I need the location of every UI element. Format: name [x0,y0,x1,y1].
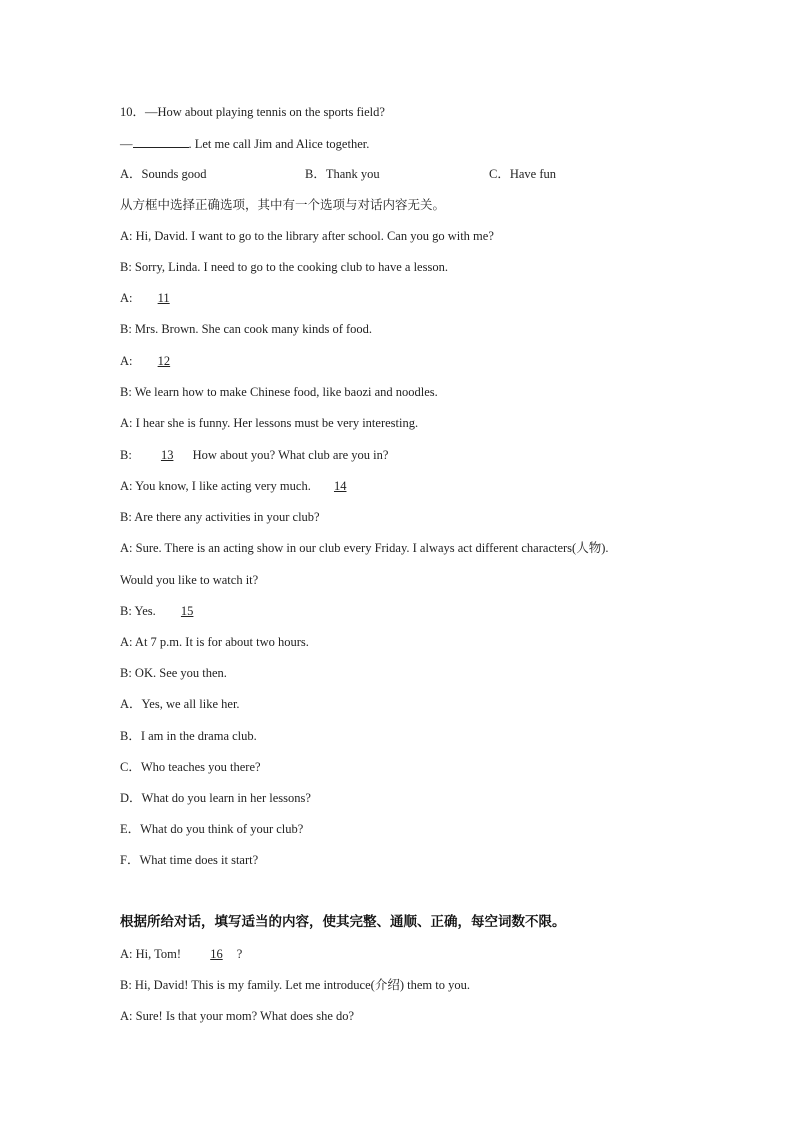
dialog-text: B: Yes. [120,604,156,618]
dialog-line: B: Sorry, Linda. I need to go to the cooking club to have a lesson. [120,260,448,274]
q10-option-c: C．Have fun [489,167,556,181]
dialog-line: A: I hear she is funny. Her lessons must be very interesting. [120,416,419,430]
q10-question: 10．—How about playing tennis on the sports field? [120,105,385,119]
blank-12[interactable]: 12 [157,354,171,368]
q10-reply-prefix: — [120,137,133,151]
choice-b: B．I am in the drama club. [120,729,257,743]
dialog-text: A: Hi, Tom! [120,947,182,961]
dialog-text: ? [236,947,243,961]
q10-answer-blank[interactable] [133,135,189,148]
dialog-line: Would you like to watch it? [120,573,259,587]
blank-16[interactable]: 16 [210,947,223,961]
dialog-line: B: Mrs. Brown. She can cook many kinds of food. [120,322,373,336]
speaker-label: A: [120,291,133,305]
dialog-line-blank-12 [120,353,182,369]
blank-15[interactable]: 15 [180,604,194,618]
speaker-label: A: [120,354,133,368]
dialog-text: A: You know, I like acting very much. [120,479,311,493]
choice-e: E．What do you think of your club? [120,822,304,836]
choice-a: A．Yes, we all like her. [120,697,240,711]
dialog-line: A: Hi, David. I want to go to the library after school. Can you go with me? [120,229,494,243]
blank-13[interactable]: 13 [160,448,174,462]
dialog-line: B: Are there any activities in your club? [120,510,320,524]
dialog-line: A: Sure. There is an acting show in our club every Friday. I always act different characters(人物). [120,541,609,555]
dialog-line: A: At 7 p.m. It is for about two hours. [120,635,309,649]
q10-option-a: A．Sounds good [120,167,207,181]
q10-reply [120,135,369,152]
section3-instruction: 根据所给对话，填写适当的内容，使其完整、通顺、正确，每空词数不限。 [120,914,566,930]
dialog-line: A: Sure! Is that your mom? What does she do? [120,1009,355,1023]
dialog-text: How about you? What club are you in? [192,448,389,462]
dialog-line-blank-14 [120,478,358,494]
blank-14[interactable]: 14 [333,479,347,493]
choice-f: F．What time does it start? [120,853,259,867]
dialog-line-blank-13 [120,447,388,463]
speaker-label: B: [120,448,132,462]
q10-reply-suffix: . Let me call Jim and Alice together. [188,137,370,151]
q10-option-b: B．Thank you [305,167,380,181]
dialog-line: B: OK. See you then. [120,666,227,680]
choice-d: D．What do you learn in her lessons? [120,791,311,805]
choice-c: C．Who teaches you there? [120,760,261,774]
dialog-line: B: Hi, David! This is my family. Let me introduce(介绍) them to you. [120,978,470,992]
dialog-line-blank-16 [120,946,242,962]
dialog-line: B: We learn how to make Chinese food, like baozi and noodles. [120,385,438,399]
blank-11[interactable]: 11 [157,291,170,305]
dialog-line-blank-11 [120,290,182,306]
section2-instruction: 从方框中选择正确选项，其中有一个选项与对话内容无关。 [120,197,446,212]
dialog-line-blank-15 [120,603,205,619]
